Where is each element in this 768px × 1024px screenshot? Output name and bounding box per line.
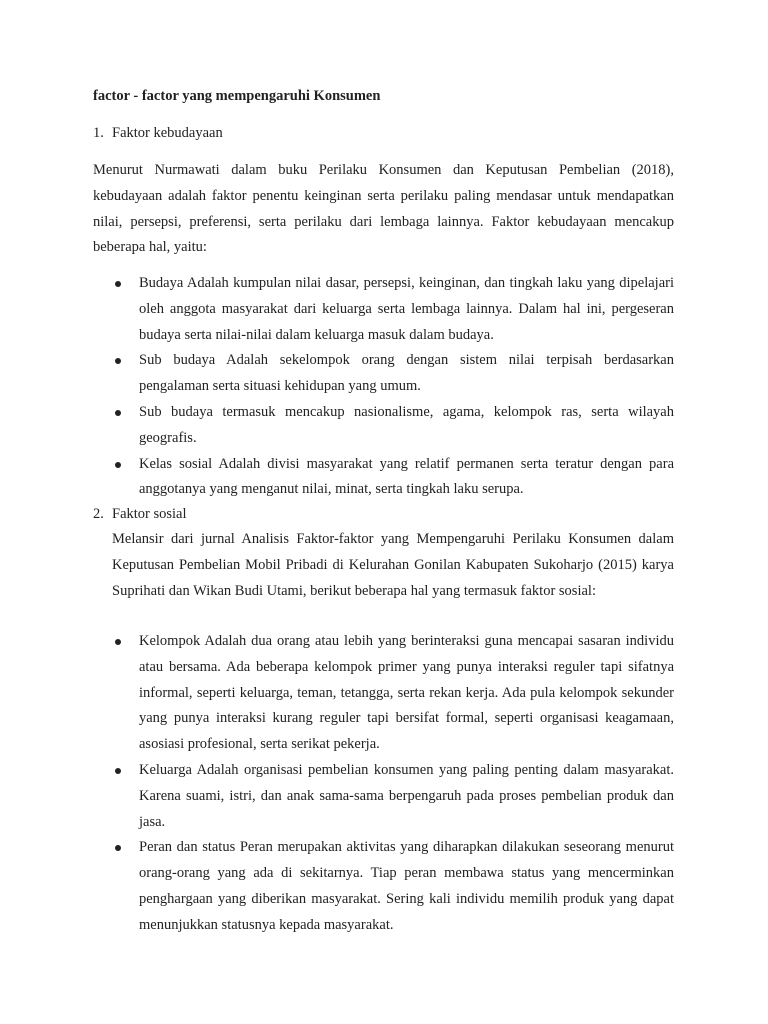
bullet-text: Budaya Adalah kumpulan nilai dasar, persepsi, keinginan, dan tingkah laku yang dipelajari oleh anggota masyarakat dari keluarga serta lembaga lainnya. Dalam hal ini, pergeseran budaya serta nilai-nilai dalam keluarga masuk dalam budaya. [139, 275, 674, 343]
bullet-text: Kelompok Adalah dua orang atau lebih yang berinteraksi guna mencapai sasaran individu atau bersama. Ada beberapa kelompok primer yang punya interaksi reguler tapi sifatnya informal, seperti keluarga, teman, tetangga, serta rekan kerja. Ada pula kelompok sekunder yang punya interaksi kurang reguler tapi bersifat formal, seperti organisasi keagamaan, asosiasi profesional, serta serikat pekerja. [139, 633, 674, 753]
bullet-item [112, 348, 674, 400]
bullet-item [112, 758, 674, 835]
bullet-item [112, 400, 674, 452]
bullet-dot-icon [115, 845, 121, 851]
bullet-text: Keluarga Adalah organisasi pembelian konsumen yang paling penting dalam masyarakat. Karena suami, istri, dan anak sama-sama berpengaruh pada proses pembelian produk dan jasa. [139, 761, 674, 830]
bullet-item [112, 271, 674, 348]
section-2-bullet-list [112, 629, 674, 939]
bullet-dot-icon [115, 281, 121, 287]
section-2-intro: Melansir dari jurnal Analisis Faktor-faktor yang Mempengaruhi Perilaku Konsumen dalam Keputusan Pembelian Mobil Pribadi di Kelurahan Gonilan Kabupaten Sukoharjo (2015) karya Suprihati dan Wikan Budi Utami, berikut beberapa hal yang termasuk faktor sosial: [112, 531, 674, 599]
bullet-dot-icon [115, 768, 121, 774]
bullet-text: Sub budaya Adalah sekelompok orang dengan sistem nilai terpisah berdasarkan pengalaman serta situasi kehidupan yang umum. [139, 352, 674, 395]
section-1-bullet-list [112, 271, 674, 503]
section-1-intro: Menurut Nurmawati dalam buku Perilaku Konsumen dan Keputusan Pembelian (2018), kebudayaan adalah faktor penentu keinginan serta perilaku paling mendasar untuk mendapatkan nilai, persepsi, preferensi, serta perilaku dari lembaga lainnya. Faktor kebudayaan mencakup beberapa hal, yaitu: [93, 162, 674, 256]
bullet-text: Kelas sosial Adalah divisi masyarakat yang relatif permanen serta teratur dengan para anggotanya yang menganut nilai, minat, serta tingkah laku serupa. [139, 455, 674, 498]
section-2-title: Faktor sosial [112, 506, 187, 522]
section-2-heading [93, 502, 187, 528]
section-1-heading [93, 121, 223, 147]
bullet-text: Sub budaya termasuk mencakup nasionalisme, agama, kelompok ras, serta wilayah geografis. [139, 403, 674, 446]
section-1-number: 1. [93, 125, 104, 141]
bullet-dot-icon [115, 462, 121, 468]
document-title: factor - factor yang mempengaruhi Konsumen [93, 88, 381, 104]
section-2-number: 2. [93, 506, 104, 522]
bullet-item [112, 629, 674, 758]
bullet-text: Peran dan status Peran merupakan aktivitas yang diharapkan dilakukan seseorang menurut orang-orang yang ada di sekitarnya. Tiap peran membawa status yang mencerminkan penghargaan yang diberikan masyarakat. Sering kali individu memilih produk yang dapat menunjukkan statusnya kepada masyarakat. [139, 839, 674, 933]
bullet-dot-icon [115, 410, 121, 416]
bullet-item [112, 835, 674, 938]
bullet-dot-icon [115, 358, 121, 364]
bullet-dot-icon [115, 639, 121, 645]
bullet-item [112, 452, 674, 504]
section-1-title: Faktor kebudayaan [112, 125, 223, 141]
